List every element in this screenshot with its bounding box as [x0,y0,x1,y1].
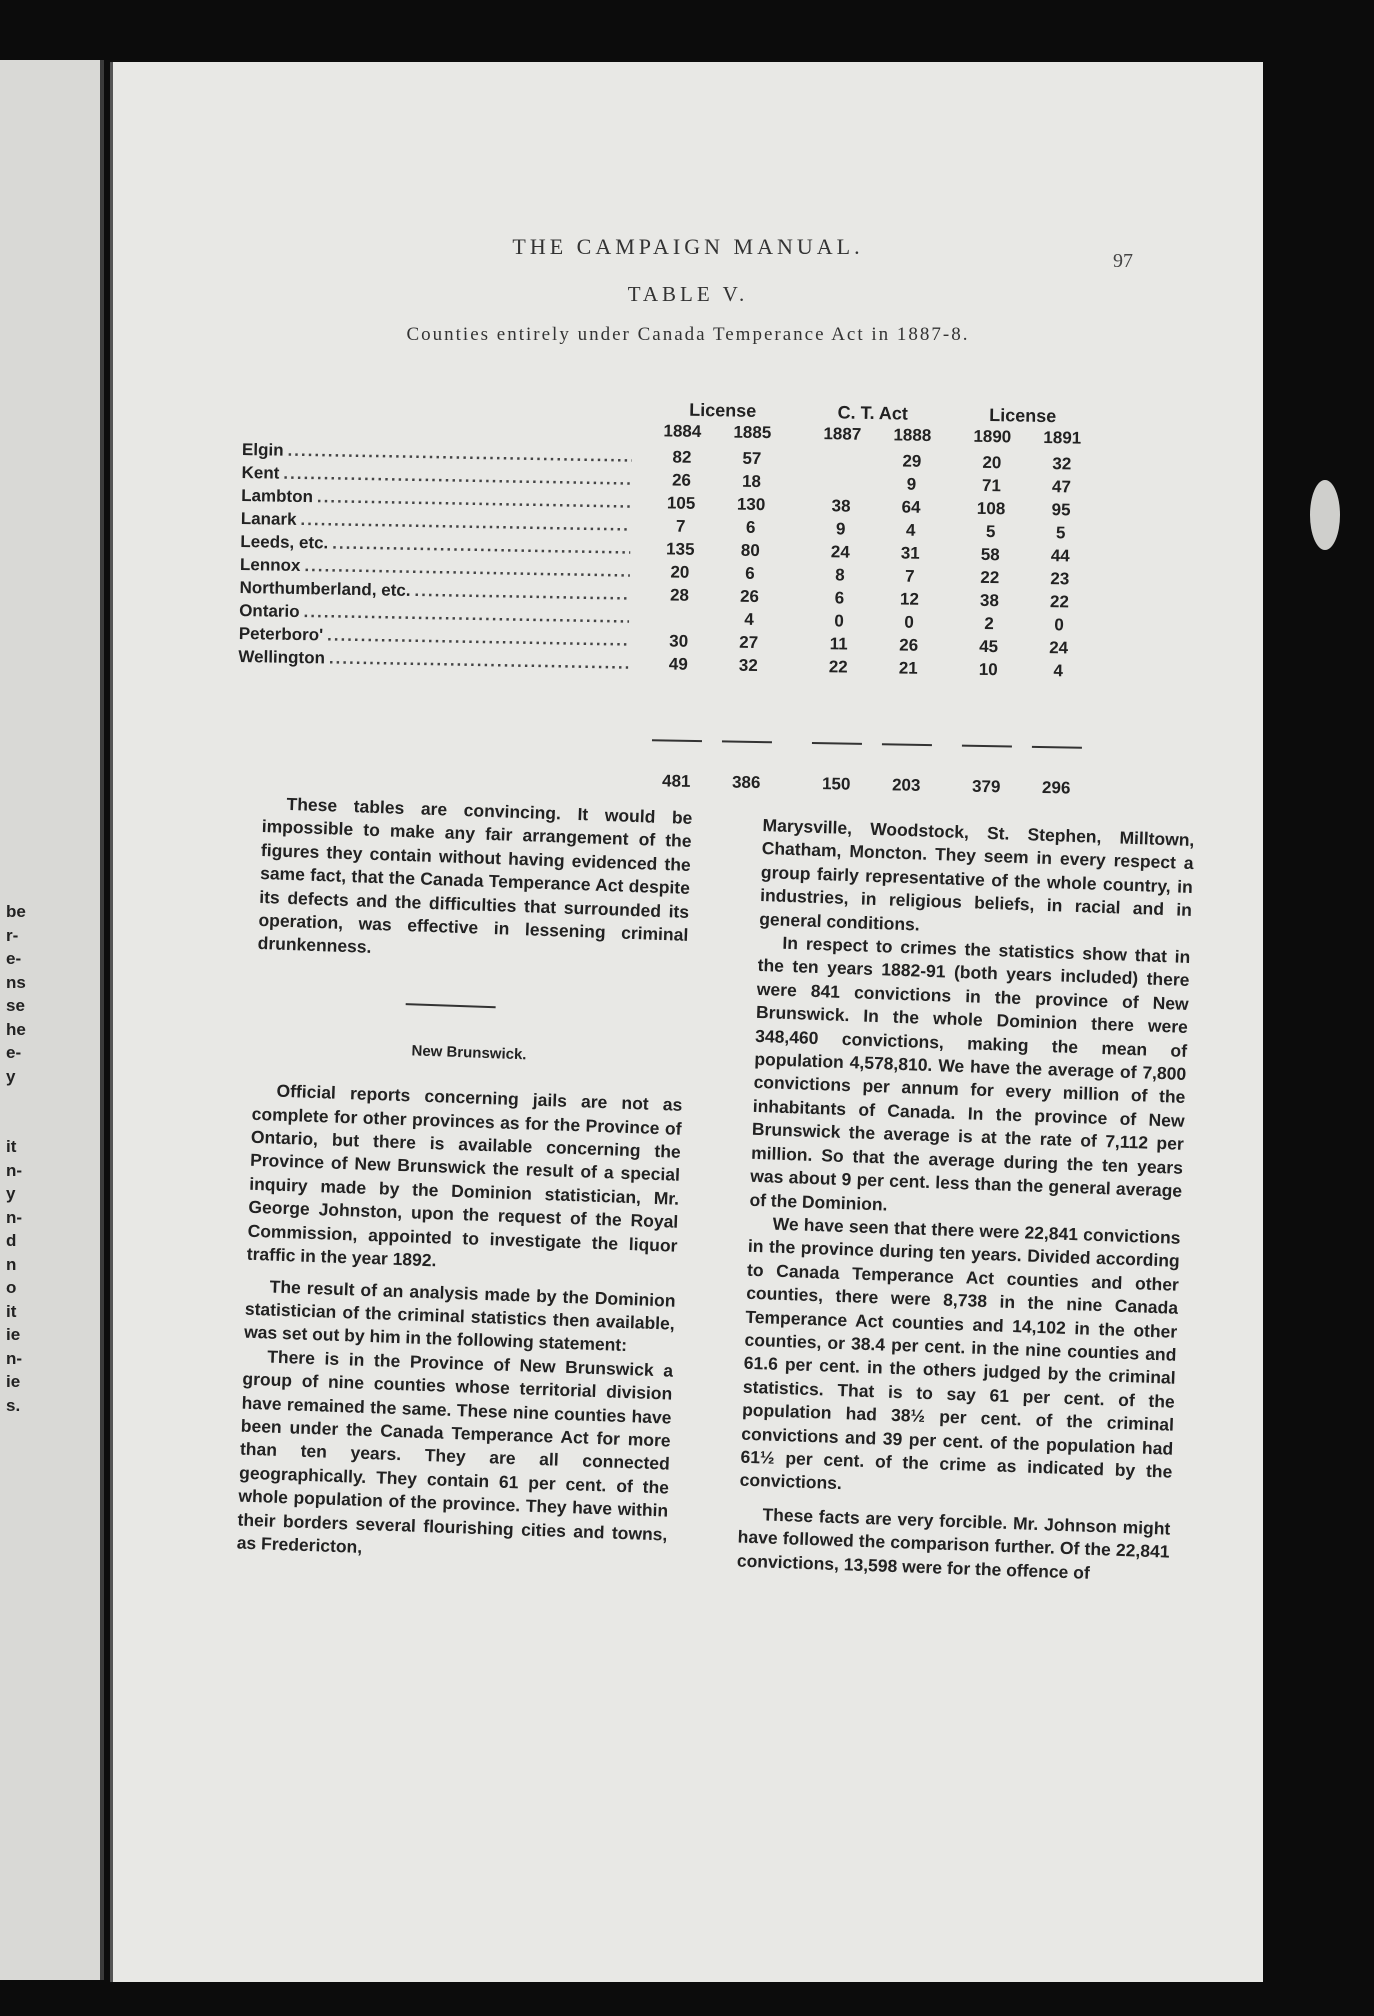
facing-page-fragment: ie [6,1372,21,1391]
table-cell: 30 [669,631,689,651]
facing-page-fragment: e- [6,1043,22,1062]
table-cell: 22 [828,657,848,677]
table-cell: 8 [834,565,845,585]
column-total: 203 [891,775,921,795]
table-cell: 4 [1053,661,1064,681]
facing-page-fragment: e- [6,949,22,968]
facing-page-fragment: n- [6,1207,23,1227]
table-cell: 26 [739,586,760,607]
year-header: 1891 [1043,427,1082,448]
year-header: 1885 [733,422,772,443]
year-header: 1884 [663,421,702,442]
table-cell: 82 [672,447,692,467]
table-cell: 7 [675,516,686,536]
total-rule [652,739,702,742]
table-cell: 22 [980,567,1000,588]
table-cell [812,473,872,474]
facing-page-fragment: ns [6,972,26,992]
facing-page-fragment: n- [6,1348,23,1368]
running-head: THE CAMPAIGN MANUAL. [512,234,864,259]
table-cell: 23 [1050,569,1070,589]
table-cell: 5 [985,521,996,542]
county-name: Lambton [241,486,317,506]
table-cell: 108 [976,498,1006,519]
table-cell: 7 [904,566,915,586]
facing-page-fragment: s. [6,1395,21,1415]
county-name: Elgin [242,440,288,460]
county-name: Leeds, etc. [240,532,332,553]
table-cell: 6 [745,517,756,537]
county-name: Northumberland, etc. [239,578,414,600]
table-cell: 21 [898,658,918,678]
total-rule [1032,746,1082,749]
table-cell: 24 [830,542,850,562]
table-cell: 26 [899,635,919,655]
county-name: Ontario [239,601,304,621]
table-cell: 18 [741,471,762,492]
total-rule [882,743,932,746]
county-name: Lanark [241,509,301,529]
table-cell: 57 [742,448,762,469]
table-cell: 0 [834,611,844,631]
table-cell: 10 [978,659,998,680]
paper-fragment [1310,480,1340,550]
left-column [236,792,692,1570]
table-cell: 6 [745,563,755,583]
total-rule [962,745,1012,748]
page-number: 97 [1113,250,1133,272]
county-name: Lennox [240,555,305,575]
table-cell: 130 [736,494,766,515]
section-divider [406,1003,496,1008]
year-header: 1887 [823,424,862,444]
column-total: 296 [1041,778,1071,798]
table-cell: 0 [1054,615,1064,635]
table-cell: 20 [670,562,690,582]
table-cell: 29 [902,451,922,471]
county-name: Wellington [238,647,329,668]
table-cell: 2 [984,613,994,634]
paragraph: We have seen that there were 22,841 convictions in the province during ten years. Divided according to Canada Temperance Act counties and other counties, there were 8,738 in the nine Canada Temperance Act counties and 14,102 in the other counties, or 38.4 per cent. in the nine counties and 61.6 per cent. in the others judged by the criminal statistics. That is to say 61 per cent. of the population had 38½ per cent. of the criminal convictions and 39 per cent. of the population had 61½ per cent. of the crime as indicated by the convictions. [739,1213,1181,1494]
year-header: 1888 [893,425,932,446]
county-name: Kent [241,463,283,483]
table-caption: Counties entirely under Canada Temperance Act in 1887-8. [406,324,970,345]
group-header: License [689,399,757,421]
table-cell: 80 [740,540,760,561]
table-title: TABLE V. [627,282,749,306]
facing-page-fragment: n- [6,1160,23,1180]
paragraph: These facts are very forcible. Mr. Johnson might have followed the comparison further. Of the 22,841 convictions, 13,598 were for the offence of [736,1504,1171,1583]
facing-page-fragment: se [6,996,25,1015]
table-cell: 95 [1051,500,1071,520]
table-cell: 105 [666,493,696,513]
table-cell: 9 [906,474,917,494]
table-cell: 32 [1052,454,1072,474]
table-cell: 64 [901,497,921,517]
table-cell: 11 [829,634,848,654]
table-cell: 20 [982,452,1002,473]
facing-page-fragment: o [6,1278,17,1297]
table-cell: 27 [739,632,759,653]
section-heading: New Brunswick. [411,1042,527,1064]
table-cell: 0 [904,612,914,632]
table-cell: 24 [1049,638,1069,658]
table-cell [649,608,709,609]
column-total: 386 [731,772,761,793]
table-cell: 4 [905,520,916,540]
table-cell: 31 [900,543,920,563]
table-cell: 28 [669,585,690,605]
paragraph: In respect to crimes the statistics show that in the ten years 1882-91 (both years included) there were 841 convictions in the province of New Brunswick. In the whole Dominion there were 348,460 convictions, making the mean of population 4,578,810. We have the average of 7,800 convictions per annum for every million of the inhabitants of Canada. In the province of New Brunswick the average is at the rate of 7,112 per million. So that the average during the ten years was about 9 per cent. less than the general average of the Dominion. [749,932,1191,1215]
paragraph: There is in the Province of New Brunswick a group of nine counties whose territorial division have remained the same. These nine counties have been under the Canada Temperance Act for more than ten years. They are all connected geographically. They contain 61 per cent. of the whole population of the province. They have within their borders several flourishing cities and towns, as Fredericton, [236,1346,674,1557]
facing-page-fragment: ie [6,1325,21,1344]
facing-page-edge [0,60,104,1980]
facing-page-fragment: r- [6,925,19,945]
facing-page-fragment [6,1088,76,1112]
paragraph: The result of an analysis made by the Dominion statistician of the criminal statistics then available, was set out by him in the following statement: [243,1276,676,1356]
year-header: 1890 [973,426,1012,447]
facing-page-fragment: n [6,1254,17,1274]
column-total: 481 [661,771,691,791]
facing-page-fragment: be [6,902,26,921]
table-cell: 45 [979,636,999,657]
table-cell: 26 [671,470,692,490]
total-rule [812,742,862,745]
total-rule [722,740,772,743]
table-cell: 4 [744,609,755,629]
facing-page-fragment: he [6,1019,26,1039]
paragraph: Official reports concerning jails are not as complete for other provinces as for the Province of Ontario, but there is available concerning the Province of New Brunswick the result of a special inquiry made by the Dominion statistician, Mr. George Johnston, upon the request of the Royal Commission, appointed to investigate the liquor traffic in the year 1892. [246,1080,683,1271]
facing-page-fragment: it [6,1137,17,1156]
table-cell: 58 [980,544,1000,565]
paragraph: Marysville, Woodstock, St. Stephen, Milltown, Chatham, Moncton. They seem in every respect a group fairly representative of the whole country, in industries, in religious beliefs, in racial and in general conditions. [758,814,1195,935]
facing-page-fragment: it [6,1301,17,1321]
table-cell: 9 [835,519,846,539]
facing-page-fragment [6,1112,76,1136]
right-column [737,814,1195,1588]
table-cell: 47 [1051,477,1072,497]
table-cell: 135 [665,539,695,559]
group-header: License [989,405,1057,427]
table-cell: 12 [899,589,920,609]
book-page [110,62,1263,1982]
table-cell: 5 [1055,523,1066,543]
table-cell: 38 [979,590,1000,611]
table-cell: 22 [1049,592,1070,612]
facing-page-fragments [6,900,76,1417]
facing-page-fragment: y [6,1184,16,1203]
table-cell: 71 [981,475,1002,496]
table-cell: 49 [668,654,688,674]
table-cell [812,450,872,451]
table-cell: 38 [831,496,851,516]
table-cell: 32 [738,655,758,676]
statistics-table [238,392,1143,798]
column-total: 150 [821,774,851,794]
group-header: C. T. Act [837,402,909,424]
county-name: Peterboro' [239,624,328,645]
table-cell: 6 [834,588,845,608]
table-cell: 44 [1050,546,1070,566]
facing-page-fragment: d [6,1231,17,1250]
paragraph: These tables are convincing. It would be impossible to make any fair arrangement of the figures they contain without having evidenced the same fact, that the Canada Temperance Act despite its defects and the difficulties that surrounded its operation, was effective in lessening criminal drunkenness. [257,793,693,958]
column-total: 379 [971,776,1001,797]
facing-page-fragment: y [6,1066,16,1086]
